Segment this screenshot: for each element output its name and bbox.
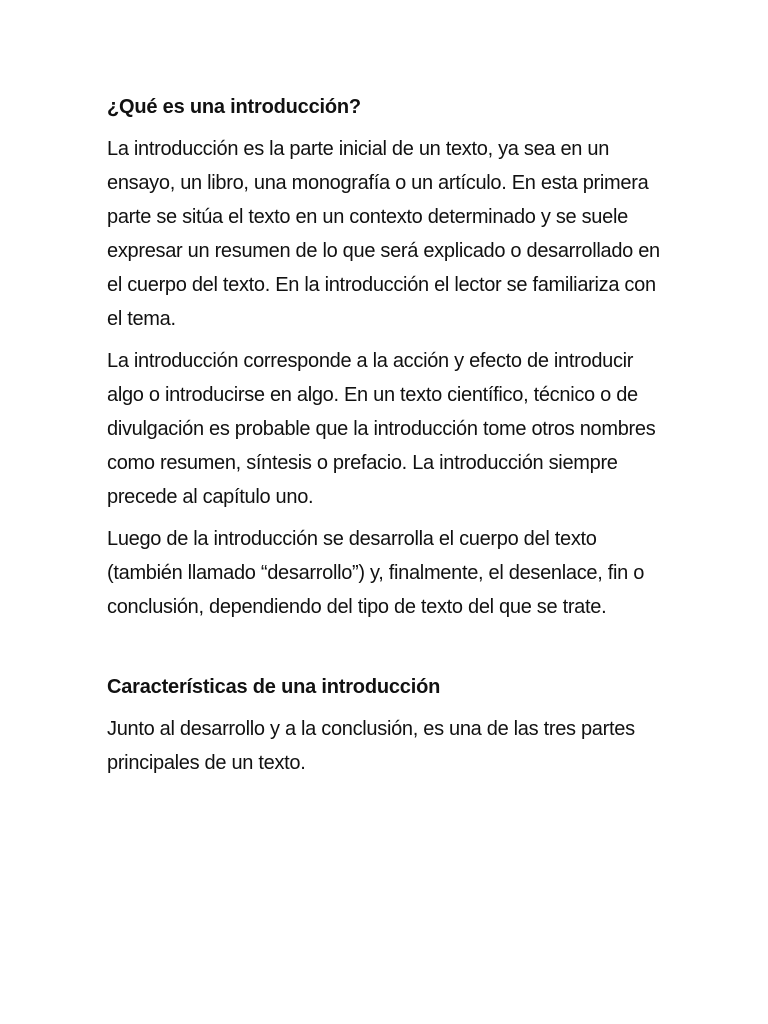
paragraph-partes-principales: Junto al desarrollo y a la conclusión, es una de las tres partes principales de un texto. [107,718,635,774]
paragraph-accion-efecto: La introducción corresponde a la acción y efecto de introducir algo o introducirse en algo. En un texto científico, técnico o de divulgación es probable que la introducción tome otros nombres como resumen, síntesis o prefacio. La introducción siempre precede al capítulo uno. [107,350,656,508]
paragraph-cuerpo-desenlace: Luego de la introducción se desarrolla el cuerpo del texto (también llamado “desarrollo”) y, finalmente, el desenlace, fin o conclusión, dependiendo del tipo de texto del que se trate. [107,528,645,618]
paragraph-definition: La introducción es la parte inicial de un texto, ya sea en un ensayo, un libro, una monografía o un artículo. En esta primera parte se sitúa el texto en un contexto determinado y se suele expresar un resumen de lo que será explicado o desarrollado en el cuerpo del texto. En la introducción el lector se familiariza con el tema. [107,138,660,330]
section-heading-que-es: ¿Qué es una introducción? [107,96,361,118]
document-content [107,92,667,788]
section-heading-caracteristicas: Características de una introducción [107,676,441,698]
section-spacer [107,632,667,672]
